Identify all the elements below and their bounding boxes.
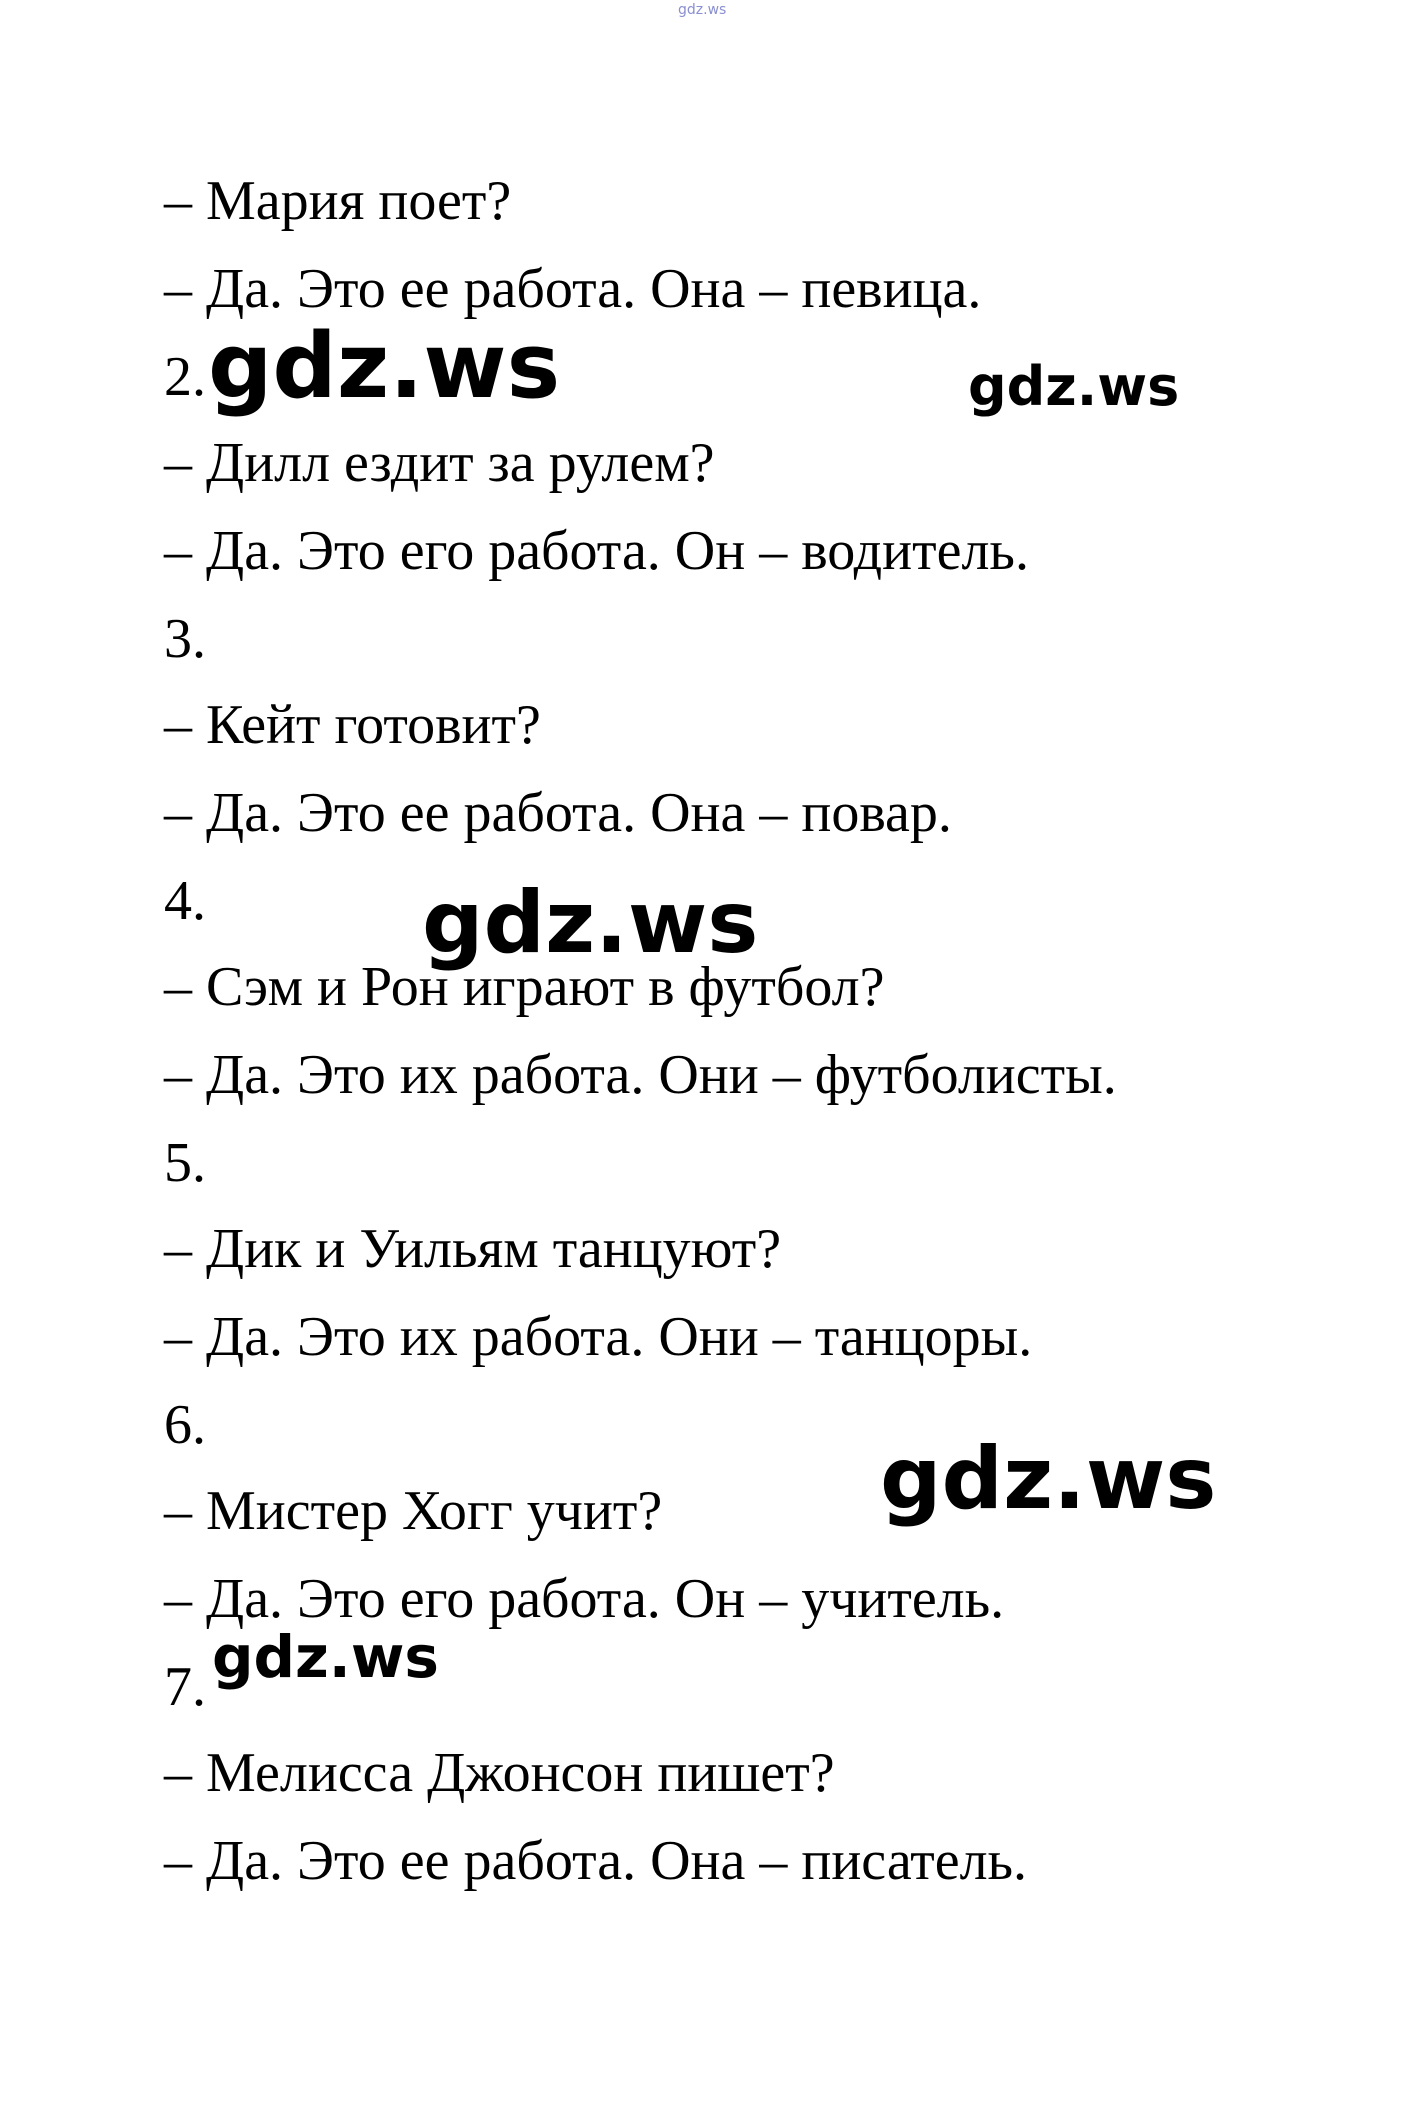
item-6-number: 6.: [164, 1394, 206, 1456]
item-1-question: – Мария поет?: [164, 170, 512, 232]
item-2-answer: – Да. Это его работа. Он – водитель.: [164, 520, 1029, 582]
watermark-top: gdz.ws: [678, 2, 727, 18]
item-7-number: 7.: [164, 1656, 206, 1718]
item-2-question: – Дилл ездит за рулем?: [164, 432, 715, 494]
watermark-2: gdz.ws: [968, 355, 1180, 418]
item-3-question: – Кейт готовит?: [164, 694, 541, 756]
item-1-answer: – Да. Это ее работа. Она – певица.: [164, 258, 982, 320]
item-2-number: 2.: [164, 346, 206, 408]
item-5-number: 5.: [164, 1132, 206, 1194]
item-4-answer: – Да. Это их работа. Они – футболисты.: [164, 1044, 1117, 1106]
watermark-4: gdz.ws: [880, 1429, 1217, 1529]
item-6-answer: – Да. Это его работа. Он – учитель.: [164, 1568, 1005, 1630]
watermark-1: gdz.ws: [208, 314, 561, 419]
item-7-question: – Мелисса Джонсон пишет?: [164, 1742, 835, 1804]
item-4-question: – Сэм и Рон играют в футбол?: [164, 956, 885, 1018]
watermark-3: gdz.ws: [422, 873, 759, 973]
item-4-number: 4.: [164, 870, 206, 932]
item-3-number: 3.: [164, 608, 206, 670]
item-6-question: – Мистер Хогг учит?: [164, 1480, 663, 1542]
item-3-answer: – Да. Это ее работа. Она – повар.: [164, 782, 952, 844]
watermark-5: gdz.ws: [212, 1623, 439, 1691]
item-5-answer: – Да. Это их работа. Они – танцоры.: [164, 1306, 1033, 1368]
item-5-question: – Дик и Уильям танцуют?: [164, 1218, 782, 1280]
item-7-answer: – Да. Это ее работа. Она – писатель.: [164, 1830, 1028, 1892]
